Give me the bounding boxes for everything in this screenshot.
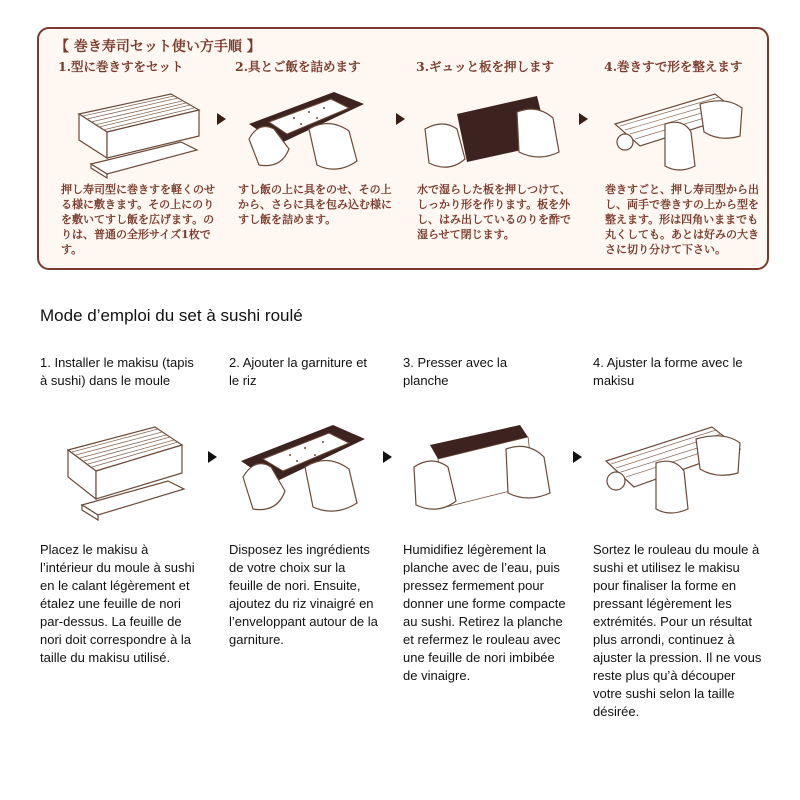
jp-step-4-title: 4.巻きすで形を整えます bbox=[604, 59, 743, 74]
fr-step-2-text: Disposez les ingrédients de votre choix sur la feuille de nori. Ensuite, ajoutez du riz vinaigré en l’enveloppant autour de la garniture. bbox=[229, 542, 378, 647]
arrow-right-icon bbox=[217, 113, 226, 125]
jp-step-3-title: 3.ギュッと板を押します bbox=[416, 59, 555, 74]
arrow-right-icon bbox=[383, 451, 392, 463]
press-board-icon bbox=[410, 415, 560, 525]
jp-step-1-text: 押し寿司型に巻きすを軽くのせる様に敷きます。その上にのりを敷いてすし飯を広げます。のりは、普通の全形サイズ1枚です。 bbox=[61, 183, 215, 256]
french-title: Mode d’emploi du set à sushi roulé bbox=[40, 306, 303, 325]
arrow-right-icon bbox=[579, 113, 588, 125]
jp-step-2-text: すし飯の上に具をのせ、その上から、さらに具を包み込む様にすし飯を詰めます。 bbox=[238, 183, 392, 226]
shaping-hands-icon bbox=[600, 415, 750, 525]
jp-step-1 bbox=[58, 57, 226, 75]
japanese-title: 【 巻き寿司セット使い方手順 】 bbox=[55, 39, 261, 55]
shaping-hands-icon bbox=[605, 84, 755, 179]
fr-step-1-text: Placez le makisu à l’intérieur du moule à sushi en le calant légèrement et étalez une feuille de nori par-dessus. La feuille de nori doit correspondre à la taille du makisu utilisé. bbox=[40, 542, 195, 665]
japanese-instructions-panel bbox=[37, 27, 769, 270]
fr-step-4-text: Sortez le rouleau du moule à sushi et utilisez le makisu pour finaliser la forme en pressant légèrement les extrémités. Pour un résultat plus arrondi, continuez à ajuster la pression. Il ne vous reste plus qu’à découper votre sushi selon la taille désirée. bbox=[593, 542, 762, 719]
arrow-right-icon bbox=[573, 451, 582, 463]
rice-filling-icon bbox=[235, 415, 375, 525]
jp-step-2 bbox=[235, 57, 403, 75]
press-board-icon bbox=[417, 84, 567, 179]
jp-step-4 bbox=[604, 57, 772, 75]
fr-step-1-title: 1. Installer le makisu (tapis à sushi) dans le moule bbox=[40, 355, 194, 388]
sushi-mold-icon bbox=[60, 415, 190, 525]
arrow-right-icon bbox=[208, 451, 217, 463]
jp-step-2-title: 2.具とご飯を詰めます bbox=[235, 59, 361, 74]
fr-step-4-title: 4. Ajuster la forme avec le makisu bbox=[593, 355, 743, 388]
jp-step-3 bbox=[416, 57, 584, 75]
fr-step-2-title: 2. Ajouter la garniture et le riz bbox=[229, 355, 368, 388]
sushi-mold-icon bbox=[61, 84, 211, 179]
arrow-right-icon bbox=[396, 113, 405, 125]
jp-step-4-text: 巻きすごと、押し寿司型から出し、両手で巻きすの上から型を整えます。形は四角いままでも丸くしても。あとは好みの大きさに切り分けて下さい。 bbox=[605, 183, 759, 256]
jp-step-1-title: 1.型に巻きすをセット bbox=[58, 59, 184, 74]
fr-step-3-title: 3. Presser avec la planche bbox=[403, 355, 508, 388]
rice-filling-icon bbox=[239, 84, 379, 179]
fr-step-3-text: Humidifiez légèrement la planche avec de l’eau, puis pressez fermement pour donner une forme compacte au sushi. Retirez la planche et refermez le rouleau avec une feuille de nori imbibée de vinaigre. bbox=[403, 542, 566, 683]
jp-step-3-text: 水で湿らした板を押しつけて、しっかり形を作ります。板を外し、はみ出しているのりを酢で湿らせて閉じます。 bbox=[417, 183, 571, 241]
